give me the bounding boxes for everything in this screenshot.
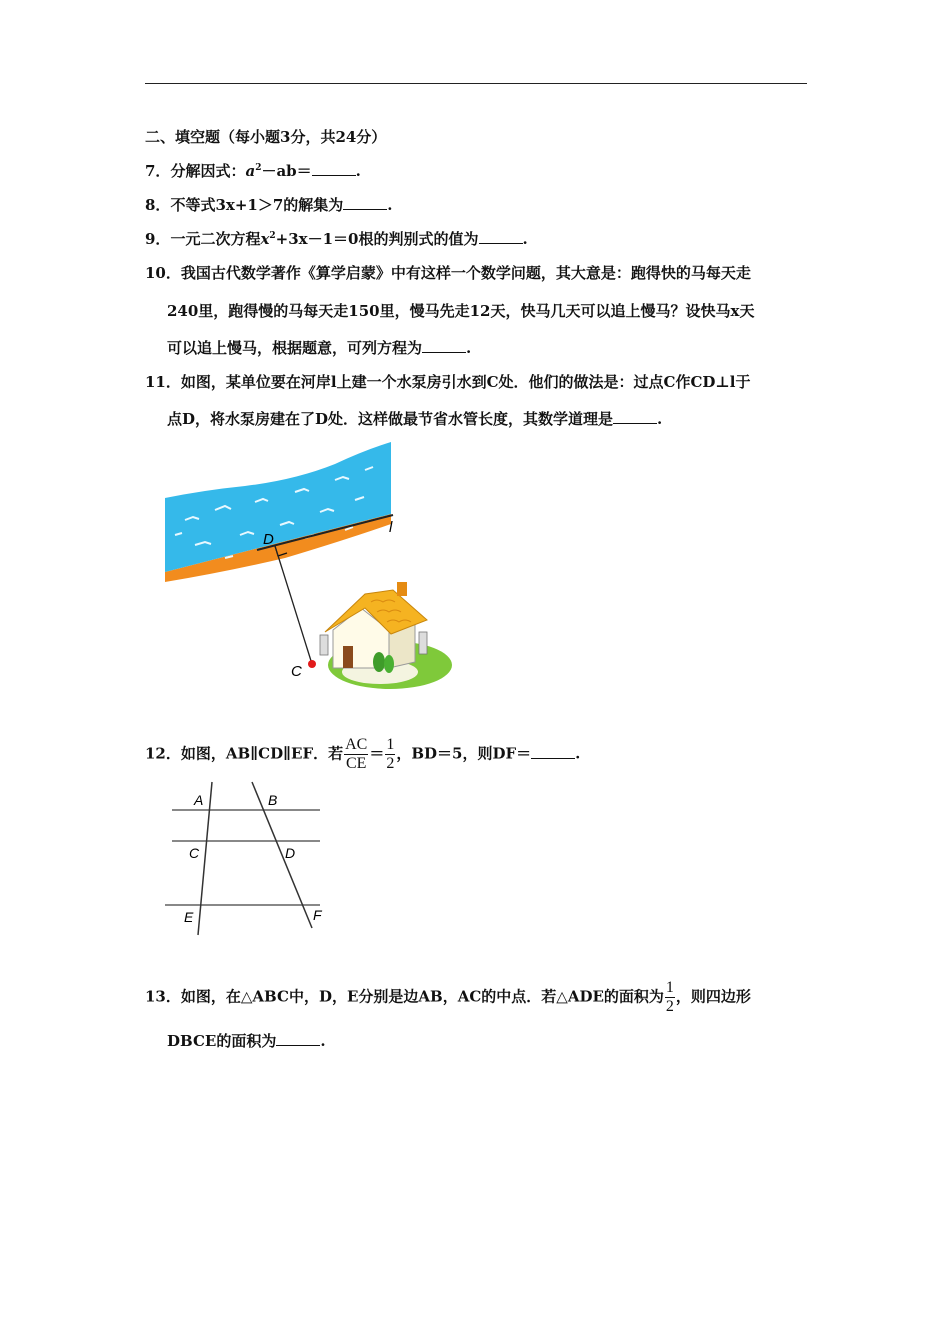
question-text: 一元二次方程 <box>170 230 261 248</box>
fraction-one-half <box>385 736 395 773</box>
fraction-one-half <box>665 979 675 1016</box>
answer-blank[interactable] <box>613 409 657 424</box>
question-number: 13． <box>145 987 181 1006</box>
question-text: ，则四边形 <box>675 987 751 1006</box>
question-text: DBCE的面积为 <box>167 1032 277 1050</box>
parallel-lines-figure <box>160 780 340 940</box>
equals-sign: ＝ <box>369 744 385 763</box>
fraction-denominator: 2 <box>386 755 395 772</box>
question-10-line-1 <box>145 262 751 284</box>
period: . <box>657 410 663 428</box>
period: . <box>355 162 361 180</box>
fraction-numerator: AC <box>345 736 368 753</box>
period: . <box>466 339 472 357</box>
fraction-denominator: 2 <box>665 998 674 1015</box>
question-number: 12． <box>145 744 181 763</box>
answer-blank[interactable] <box>479 229 523 244</box>
fraction-denominator: CE <box>346 755 367 772</box>
segment-cd <box>275 546 312 664</box>
label-d: D <box>263 531 274 548</box>
question-9 <box>145 228 528 250</box>
fraction-numerator: 1 <box>386 736 395 753</box>
question-text: +3x－1＝0根的判别式的值为 <box>275 230 479 248</box>
period: . <box>387 196 393 214</box>
chimney <box>397 582 407 596</box>
section-title: 二、填空题（每小题3分，共24分） <box>145 128 387 146</box>
question-text: 如图，某单位要在河岸l上建一个水泵房引水到C处．他们的做法是：过点C作CD⊥l于 <box>180 373 751 391</box>
question-11-line-2 <box>167 408 662 430</box>
transversal-bdf <box>252 782 312 928</box>
point-c-dot <box>308 660 316 668</box>
header-rule <box>145 83 807 84</box>
label-l: l <box>389 519 393 536</box>
question-text: 不等式3x+1＞7的解集为 <box>170 196 344 214</box>
label-a: A <box>194 792 204 808</box>
question-text: 分解因式： <box>170 162 246 180</box>
answer-blank[interactable] <box>312 161 356 176</box>
label-c: C <box>189 845 200 861</box>
label-e: E <box>184 909 194 925</box>
exponent: 2 <box>269 231 276 241</box>
label-f: F <box>313 907 322 923</box>
question-10-line-2: 240里，跑得慢的马每天走150里，慢马先走12天，快马几天可以追上慢马？设快马x天 <box>167 302 755 320</box>
fence-post <box>320 635 328 655</box>
question-number: 10． <box>145 264 181 282</box>
question-text: ，BD＝5，则DF＝ <box>396 744 532 763</box>
question-12 <box>145 736 580 773</box>
var-a: a <box>245 162 256 180</box>
house-door <box>343 646 353 668</box>
answer-blank[interactable] <box>276 1031 320 1046</box>
question-text: －ab＝ <box>261 162 312 180</box>
fraction-ac-ce <box>344 736 368 773</box>
tree <box>373 652 385 672</box>
question-number: 8． <box>145 196 171 214</box>
question-number: 9． <box>145 230 171 248</box>
period: . <box>575 744 581 763</box>
label-c: C <box>291 663 302 680</box>
answer-blank[interactable] <box>531 744 575 759</box>
var-x: x <box>260 230 270 248</box>
question-number: 11． <box>145 373 181 391</box>
answer-blank[interactable] <box>343 195 387 210</box>
question-text: 如图，在△ABC中，D，E分别是边AB，AC的中点．若△ADE的面积为 <box>180 987 664 1006</box>
exponent: 2 <box>255 163 262 173</box>
river-house-figure <box>165 440 455 698</box>
period: . <box>320 1032 326 1050</box>
label-d: D <box>285 845 296 861</box>
answer-blank[interactable] <box>422 338 466 353</box>
question-text: 可以追上慢马，根据题意，可列方程为 <box>167 339 423 357</box>
question-number: 7． <box>145 162 171 180</box>
tree <box>384 655 394 673</box>
period: . <box>522 230 528 248</box>
question-10-line-3 <box>167 337 471 359</box>
question-text: 我国古代数学著作《算学启蒙》中有这样一个数学问题，其大意是：跑得快的马每天走 <box>180 264 751 282</box>
fence-post <box>419 632 427 654</box>
label-b: B <box>268 792 278 808</box>
question-11-line-1 <box>145 371 751 393</box>
question-7 <box>145 160 361 182</box>
question-8 <box>145 194 393 216</box>
question-text: 点D，将水泵房建在了D处．这样做最节省水管长度，其数学道理是 <box>167 410 614 428</box>
question-13-line-1 <box>145 979 751 1016</box>
fraction-numerator: 1 <box>665 979 674 996</box>
question-text: 如图，AB∥CD∥EF．若 <box>180 744 344 763</box>
question-13-line-2 <box>167 1030 326 1052</box>
